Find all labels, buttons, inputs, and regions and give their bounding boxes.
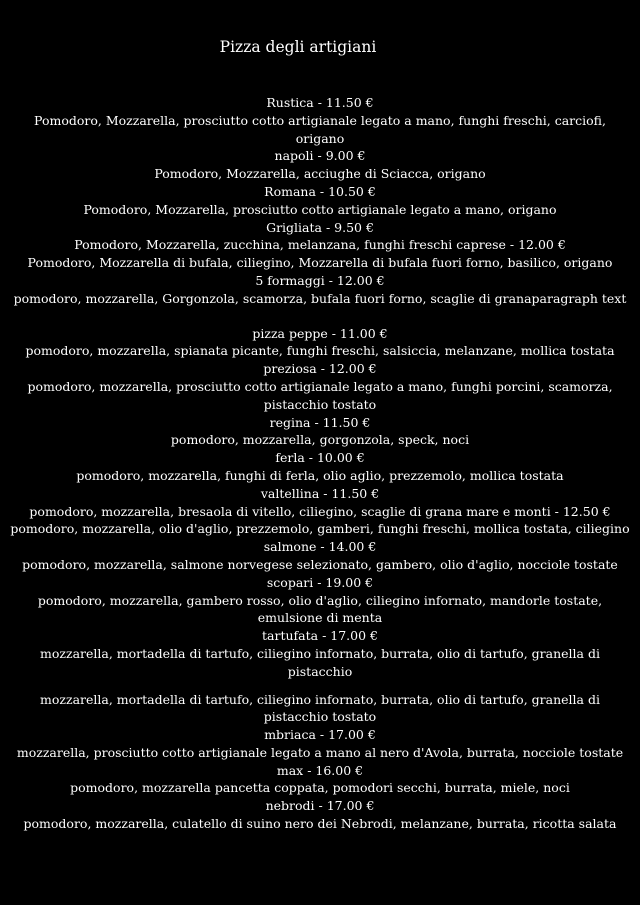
pizza-menu bbox=[0, 94, 640, 833]
menu-item-name: Grigliata - 9.50 € bbox=[266, 219, 374, 235]
menu-item-description: pomodoro, mozzarella, prosciutto cotto artigianale legato a mano, funghi porcini, scamorza, pistacchio tostato bbox=[27, 378, 613, 412]
menu-item-name: pizza peppe - 11.00 € bbox=[252, 325, 388, 341]
menu-item-name: salmone - 14.00 € bbox=[263, 539, 377, 555]
menu-item-description: Pomodoro, Mozzarella di bufala, ciliegino, Mozzarella di bufala fuori forno, basilico, origano bbox=[27, 255, 613, 271]
menu-item-description: pomodoro, mozzarella, salmone norvegese selezionato, gambero, olio d'aglio, nocciole tostate scopari - 19.00 € bbox=[22, 556, 618, 590]
menu-item-description: Pomodoro, Mozzarella, prosciutto cotto artigianale legato a mano, funghi freschi, carciofi, origano bbox=[34, 112, 606, 146]
menu-item-description: Pomodoro, Mozzarella, acciughe di Sciacca, origano bbox=[154, 166, 486, 182]
menu-item-description: pomodoro, mozzarella, bresaola di vitello, ciliegino, scaglie di grana mare e monti - 12.50 € bbox=[29, 503, 611, 519]
menu-item-name: Rustica - 11.50 € bbox=[266, 95, 374, 110]
menu-item-description: pomodoro, mozzarella, spianata picante, funghi freschi, salsiccia, melanzane, mollica tostata bbox=[25, 343, 615, 359]
menu-item-name: valtellina - 11.50 € bbox=[260, 485, 380, 501]
menu-item-description: pomodoro, mozzarella, culatello di suino nero dei Nebrodi, melanzane, burrata, ricotta salata bbox=[23, 816, 617, 832]
menu-item-name: regina - 11.50 € bbox=[269, 414, 371, 430]
menu-item-name: nebrodi - 17.00 € bbox=[265, 798, 375, 814]
menu-item-description: mozzarella, prosciutto cotto artigianale legato a mano al nero d'Avola, burrata, nocciole tostate max - 16.00 € bbox=[16, 744, 624, 778]
menu-item-name: 5 formaggi - 12.00 € bbox=[255, 272, 385, 288]
menu-spacer bbox=[0, 308, 640, 325]
menu-item-name: ferla - 10.00 € bbox=[275, 450, 365, 466]
menu-item-description: mozzarella, mortadella di tartufo, ciliegino infornato, burrata, olio di tartufo, granella di pistacchio tostato bbox=[40, 691, 600, 725]
page-title: Pizza degli artigiani bbox=[219, 38, 377, 56]
menu-item-name: Romana - 10.50 € bbox=[264, 183, 376, 199]
menu-item-description: pomodoro, mozzarella, Gorgonzola, scamorza, bufala fuori forno, scaglie di granaparagraph text bbox=[13, 290, 627, 306]
menu-item-description: Pomodoro, Mozzarella, prosciutto cotto artigianale legato a mano, origano bbox=[83, 201, 557, 217]
menu-item-description: pomodoro, mozzarella, olio d'aglio, prezzemolo, gamberi, funghi freschi, mollica tostata, ciliegino bbox=[10, 521, 630, 537]
menu-spacer bbox=[0, 681, 640, 691]
menu-item-description: pomodoro, mozzarella pancetta coppata, pomodori secchi, burrata, miele, noci bbox=[70, 780, 570, 796]
menu-item-description: pomodoro, mozzarella, gorgonzola, speck, noci bbox=[170, 432, 470, 448]
menu-item-name: mbriaca - 17.00 € bbox=[264, 727, 376, 743]
menu-item-description: mozzarella, mortadella di tartufo, ciliegino infornato, burrata, olio di tartufo, granella di pistacchio bbox=[40, 645, 600, 679]
menu-item-description: pomodoro, mozzarella, gambero rosso, olio d'aglio, ciliegino infornato, mandorle tostate, emulsione di menta bbox=[37, 592, 603, 626]
menu-item-name: napoli - 9.00 € bbox=[274, 148, 366, 164]
menu-item-name: tartufata - 17.00 € bbox=[262, 628, 378, 644]
menu-item-description: pomodoro, mozzarella, funghi di ferla, olio aglio, prezzemolo, mollica tostata bbox=[76, 467, 564, 483]
menu-item-name: preziosa - 12.00 € bbox=[263, 361, 377, 377]
menu-item-description: Pomodoro, Mozzarella, zucchina, melanzana, funghi freschi caprese - 12.00 € bbox=[74, 237, 566, 253]
